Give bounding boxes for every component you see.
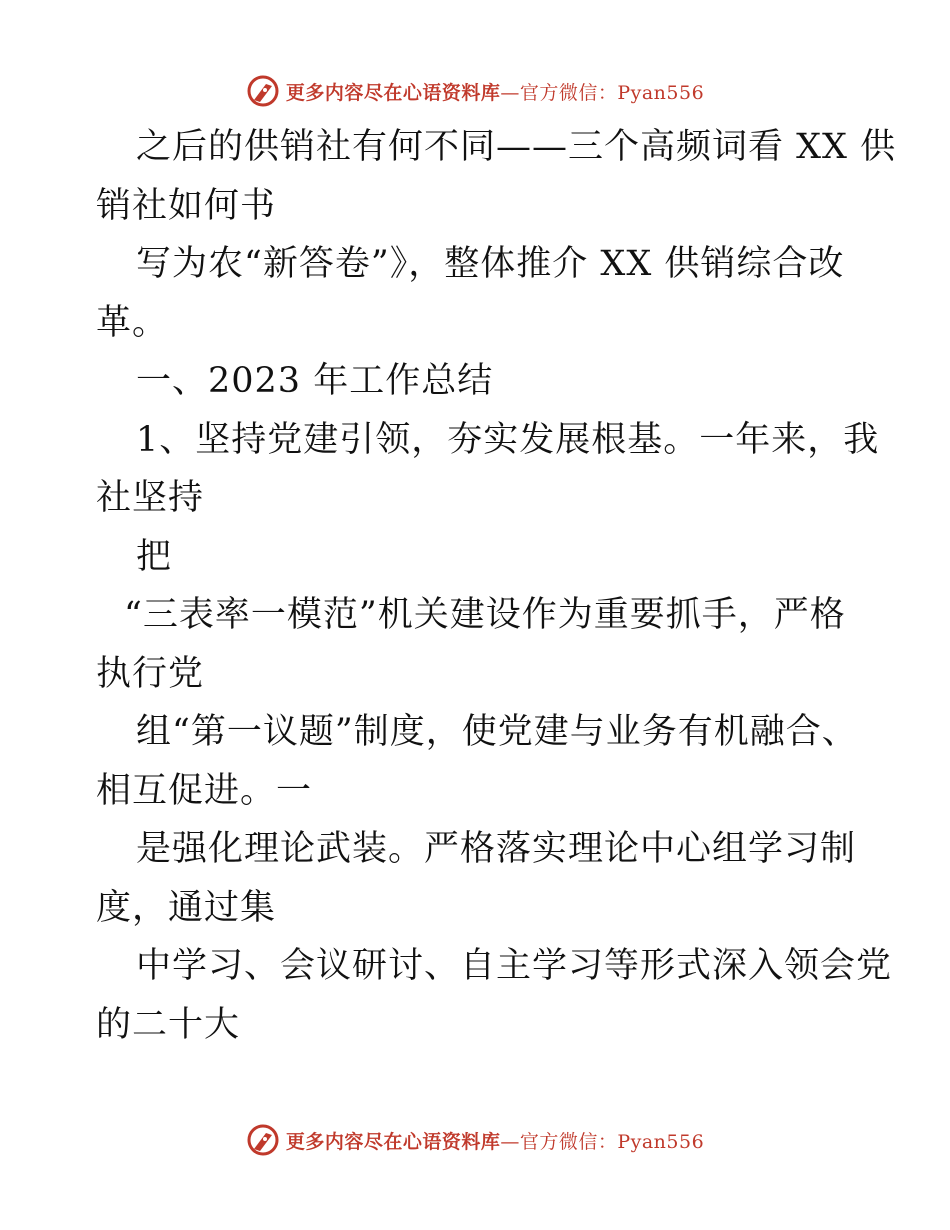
footer-wechat-text: 官方微信：Pyan556 <box>519 1130 705 1153</box>
pen-nib-logo-icon <box>246 1123 280 1157</box>
body-line: “三表率一模范”机关建设作为重要抓手，严格 <box>124 595 846 635</box>
footer-separator: — <box>500 1130 520 1153</box>
body-line: 社坚持 <box>96 478 205 518</box>
footer-site-text: 更多内容尽在心语资料库 <box>285 1130 501 1153</box>
body-line: 的二十大 <box>96 1004 241 1045</box>
section-heading: 一、2023 年工作总结 <box>136 361 494 401</box>
body-line: 中学习、会议研讨、自主学习等形式深入领会党 <box>136 946 893 986</box>
header-site-text: 更多内容尽在心语资料库 <box>285 81 501 104</box>
header-banner <box>0 69 950 113</box>
body-line: 度，通过集 <box>96 887 277 928</box>
body-line: 把 <box>136 536 173 577</box>
pen-nib-logo-icon <box>246 74 280 108</box>
header-separator: — <box>500 81 520 104</box>
body-line: 是强化理论武装。严格落实理论中心组学习制 <box>136 829 857 869</box>
body-line: 执行党 <box>96 653 205 694</box>
document-body <box>96 118 897 1054</box>
body-line: 1、坚持党建引领，夯实发展根基。一年来，我 <box>136 419 880 460</box>
body-line: 销社如何书 <box>96 185 277 226</box>
header-wechat-text: 官方微信：Pyan556 <box>519 81 705 104</box>
footer-banner-text <box>286 1127 704 1154</box>
body-line: 写为农“新答卷”》，整体推介 XX 供销综合改 <box>136 244 845 284</box>
body-line: 革。 <box>96 302 169 343</box>
body-line: 之后的供销社有何不同——三个高频词看 XX 供 <box>136 127 897 167</box>
body-line: 组“第一议题”制度，使党建与业务有机融合、 <box>136 712 858 752</box>
header-banner-text <box>286 78 704 105</box>
footer-banner <box>0 1118 950 1162</box>
body-line: 相互促进。一 <box>96 770 313 811</box>
